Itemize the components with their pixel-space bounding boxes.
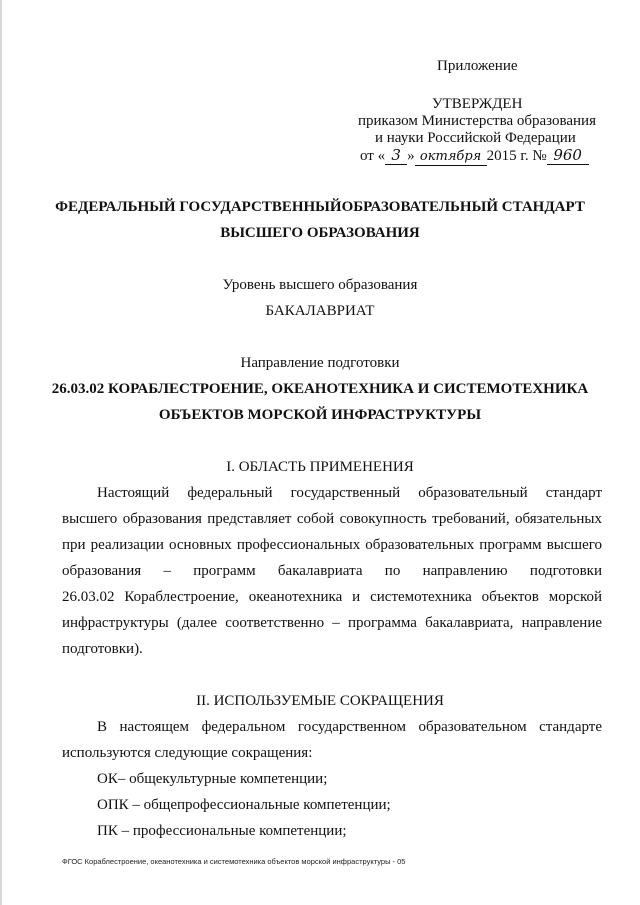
level-label: Уровень высшего образования <box>222 277 418 293</box>
order-line-2: и науки Российской Федерации <box>375 130 576 146</box>
direction-line-2: ОБЪЕКТОВ МОРСКОЙ ИНФРАСТРУКТУРЫ <box>158 407 482 423</box>
section-1-line: подготовки). <box>62 641 143 657</box>
abbreviation-item: ОК– общекультурные компетенции; <box>97 771 328 787</box>
title-line-2: ВЫСШЕГО ОБРАЗОВАНИЯ <box>220 225 420 241</box>
section-1-line: образования – программ бакалавриата по направлению подготовки <box>62 563 602 579</box>
order-date-line <box>360 147 589 166</box>
abbreviation-item: ОПК – общепрофессиональные компетенции; <box>97 797 391 813</box>
section-1-line: при реализации основных профессиональных образовательных программ высшего <box>62 537 602 553</box>
page-footer: ФГОС Кораблестроение, океанотехника и системотехника объектов морской инфраструктуры - 05 <box>62 857 406 866</box>
section-2-line: В настоящем федеральном государственном образовательном стандарте <box>97 719 602 735</box>
order-number: 960 <box>547 147 589 165</box>
order-line-1: приказом Министерства образования <box>358 113 596 129</box>
abbreviation-item: ПК – профессиональные компетенции; <box>97 823 347 839</box>
section-1-line: Настоящий федеральный государственный образовательный стандарт <box>97 485 602 501</box>
date-prefix: от « <box>360 148 386 164</box>
section-1-heading: I. ОБЛАСТЬ ПРИМЕНЕНИЯ <box>226 459 414 475</box>
direction-line-1: 26.03.02 КОРАБЛЕСТРОЕНИЕ, ОКЕАНОТЕХНИКА И СИСТЕМОТЕХНИКА <box>51 381 589 397</box>
appendix-label: Приложение <box>437 58 518 74</box>
level-value: БАКАЛАВРИАТ <box>265 303 375 319</box>
approved-label: УТВЕРЖДЕН <box>432 96 523 112</box>
date-day: 3 <box>385 147 407 165</box>
date-mid: » <box>407 148 415 164</box>
section-2-heading: II. ИСПОЛЬЗУЕМЫЕ СОКРАЩЕНИЯ <box>196 693 444 709</box>
scan-edge <box>0 0 2 905</box>
section-1-line: 26.03.02 Кораблестроение, океанотехника и системотехника объектов морской <box>62 589 602 605</box>
direction-label: Направление подготовки <box>240 355 400 371</box>
date-year: 2015 г. № <box>486 148 547 164</box>
title-line-1: ФЕДЕРАЛЬНЫЙ ГОСУДАРСТВЕННЫЙОБРАЗОВАТЕЛЬНЫЙ СТАНДАРТ <box>55 199 585 215</box>
section-2-line: используются следующие сокращения: <box>62 745 313 761</box>
date-month: октября <box>415 148 487 166</box>
section-1-line: высшего образования представляет собой совокупность требований, обязательных <box>62 511 602 527</box>
section-1-line: инфраструктуры (далее соответственно – программа бакалавриата, направление <box>62 615 602 631</box>
